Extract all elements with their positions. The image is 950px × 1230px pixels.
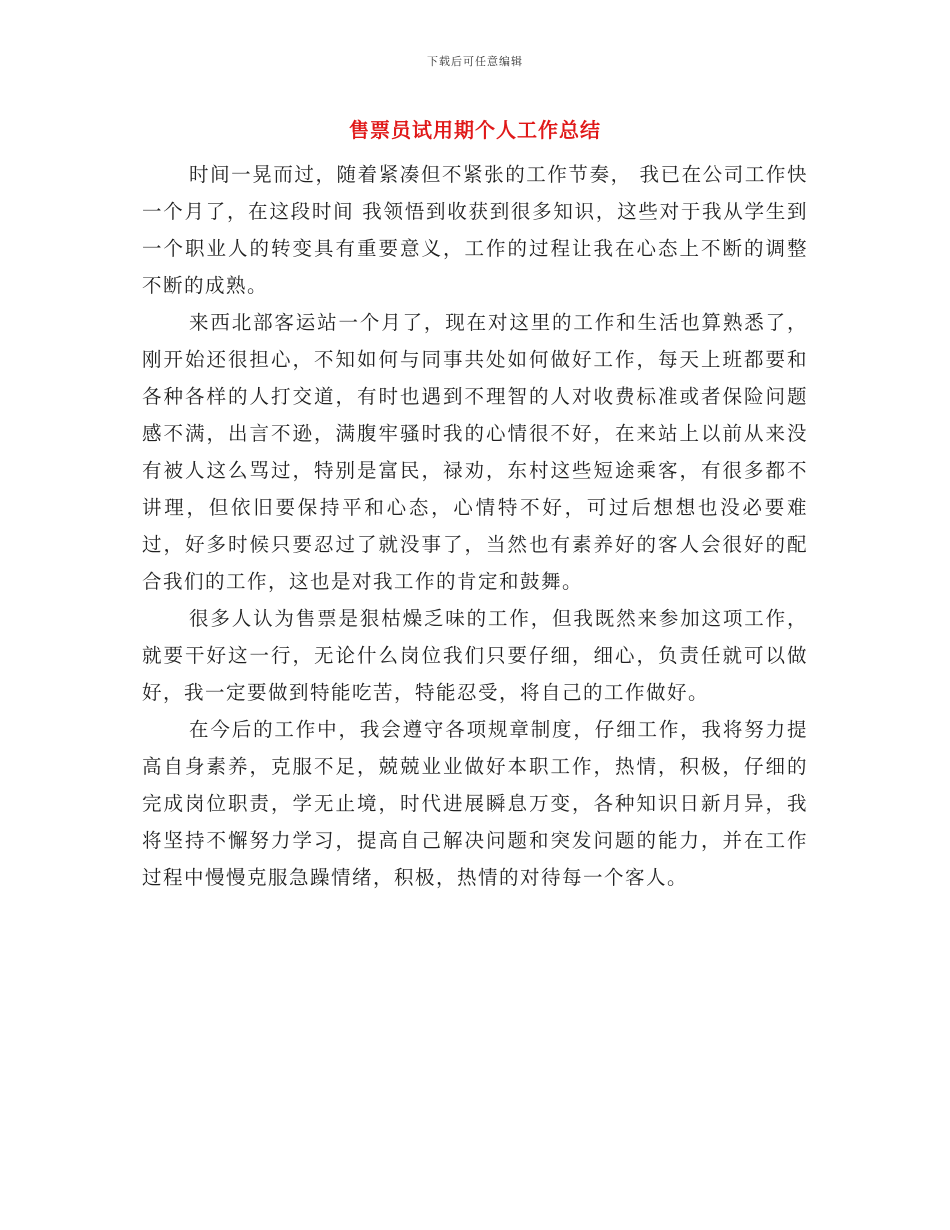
page-header-note: 下载后可任意编辑 xyxy=(427,55,523,68)
paragraph-3: 很多人认为售票是狠枯燥乏味的工作，但我既然来参加这项工作，就要干好这一行，无论什么岗位我们只要仔细，细心，负责任就可以做好，我一定要做到特能吃苦，特能忍受，将自己的工作做好。 xyxy=(142,607,808,704)
document-body xyxy=(142,156,808,896)
paragraph-4: 在今后的工作中，我会遵守各项规章制度，仔细工作，我将努力提高自身素养，克服不足，兢兢业业做好本职工作，热情，积极，仔细的完成岗位职责，学无止境，时代进展瞬息万变，各种知识日新月异，我将坚持不懈努力学习，提高自己解决问题和突发问题的能力，并在工作过程中慢慢克服急躁情绪，积极，热情的对待每一个客人。 xyxy=(142,718,808,889)
document-title: 售票员试用期个人工作总结 xyxy=(349,118,601,142)
paragraph-2: 来西北部客运站一个月了，现在对这里的工作和生活也算熟悉了，刚开始还很担心，不知如何与同事共处如何做好工作，每天上班都要和各种各样的人打交道，有时也遇到不理智的人对收费标准或者保险问题感不满，出言不逊，满腹牢骚时我的心情很不好，在来站上以前从来没有被人这么骂过，特别是富民，禄劝，东村这些短途乘客，有很多都不讲理，但依旧要保持平和心态，心情特不好，可过后想想也没必要难过，好多时候只要忍过了就没事了，当然也有素养好的客人会很好的配合我们的工作，这也是对我工作的肯定和鼓舞。 xyxy=(142,311,808,593)
paragraph-1: 时间一晃而过，随着紧凑但不紧张的工作节奏， 我已在公司工作快一个月了，在这段时间 我领悟到收获到很多知识，这些对于我从学生到一个职业人的转变具有重要意义，工作的过程让我在心态上不断的调整不断的成熟。 xyxy=(142,163,808,297)
